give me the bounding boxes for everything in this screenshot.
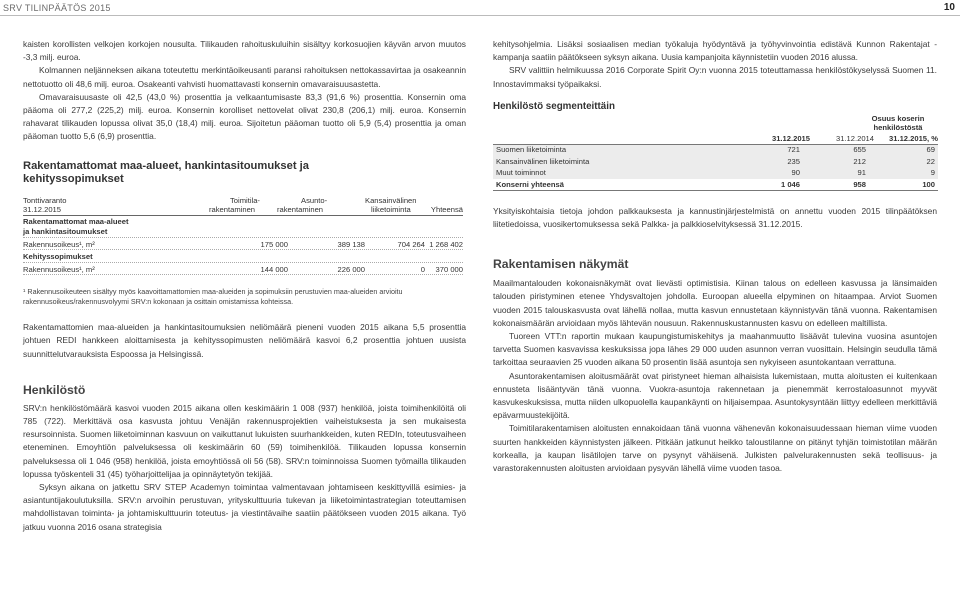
cell: 1 046 [780, 179, 800, 189]
dev-paragraph: SRV valittiin helmikuussa 2016 Corporate Spirit Oy:n vuonna 2015 toteuttamassa henkilöstökyselyssä Suomen 11. Innostavimmaksi työpaikaksi. [493, 65, 937, 89]
cell: 389 138 [337, 239, 365, 249]
land-reserve-table [23, 194, 463, 276]
cell: 235 [787, 156, 800, 166]
col-header: Osuus koserin [871, 113, 925, 123]
col-header: rakentaminen [209, 205, 256, 215]
page-header [0, 0, 960, 16]
intro-paragraph: kaisten korollisten velkojen korkojen nousulta. Tilikauden rahoituskuluihin sisältyy korkosuojien käyvän arvon muutos -3,3 milj. euroa. [23, 39, 466, 63]
left-column [23, 38, 466, 534]
cell: 144 000 [260, 264, 288, 274]
row-label: Kansainvälinen liiketoiminta [496, 156, 590, 166]
staff-paragraph: SRV:n henkilöstömäärä kasvoi vuoden 2015 aikana ollen keskimäärin 1 008 (937) henkilöä, joista toimihenkilöitä oli 785 (722). Merkittävä osa kasvusta johtuu Venäjän rakennusprojektien vaiheistuksesta ja sen mukaisesta resursoinnista. Suomen liiketoiminnan kasvuun on vaikuttanut lukuisten suurhankkeiden, kuten REDIn, toteutusvaiheen eteneminen. Emoyhtiön palveluksessa oli keskimäärin 60 (59) toimihenkilöä. Tilikauden lopussa konsernin palveluksessa oli 1 046 (958) henkilöä, joista emoyhtiössä oli 56 (58). SRV:n toiminnoissa Suomen työmailla tilikauden lopussa työskenteli 31 (45) työharjoittelijaa ja opinnäytetyön tekijää. [23, 402, 466, 479]
table-row [493, 168, 938, 180]
row-label: Muut toiminnot [496, 168, 546, 178]
col-header: 31.12.2014 [835, 133, 874, 143]
right-column [493, 38, 937, 475]
intro-paragraph: Omavaraisuusaste oli 42,5 (43,0 %) prosenttia ja velkaantumisaste 83,3 (91,6 %) prosenttia. Konsernin oma pääoma oli 277,2 (225,2) milj. euroa. Konsernin korolliset nettovelat olivat 230,8 (206,1) milj. euroa. Konsernin rahavarat tilikauden lopussa olivat 35,0 (18,4) milj. euroa. Sijoitetun pääoman tuotto oli 5,9 (5,4) prosenttia ja oman pääoman tuotto 5,6 (6,9) prosenttia. [23, 91, 466, 142]
table-header [493, 115, 938, 145]
cell: 226 000 [337, 264, 365, 274]
land-section-heading: Rakentamattomat maa-alueet, hankintasitoumukset ja kehityssopimukset [23, 159, 309, 186]
col-header: rakentaminen [277, 205, 324, 215]
outlook-paragraph: Tuoreen VTT:n raportin mukaan kaupungistumiskehitys ja maahanmuutto lisäävät tulevina vuosina asuntojen tarvetta Suomen kasvavissa keskuksissa jopa lähes 29 000 uuden asunnon verran vuosittain. Helsingin seudulla tämä tarkoittaa seuraavien 25 vuoden aikana 50 prosentin lisää asuntoja sen nykyiseen asuntokantaan verrattuna. [493, 331, 937, 368]
outlook-paragraph: Maailmantalouden kokonaisnäkymät ovat lievästi optimistisia. Kiinan talous on edelleen kasvussa ja länsimaiden talouden piristyminen etenee Yhdysvaltojen johdolla. Euroopan alueella elpyminen on hitaampaa. Arviot Suomen vuoden 2015 talouskasvusta ovat lähellä nollaa, mutta kasvun ennustetaan käynnistyvän tänä vuonna. Rakentamisen kokonaismäärän arvioidaan myös lähtevän nousuun. Rakennuskustannusten kasvu on edelleen maltillista. [493, 278, 937, 328]
section-label: ja hankintasitoumukset [23, 226, 108, 236]
cell: 9 [930, 168, 935, 178]
section-label: Rakentamattomat maa-alueet [23, 216, 129, 226]
header-divider [0, 15, 960, 16]
cell: 655 [853, 145, 866, 155]
table-row [493, 145, 938, 157]
table-row [23, 238, 463, 251]
cell: 0 [420, 264, 425, 274]
col-header: Toimitila- [230, 195, 260, 205]
col-header: Kansainvälinen [365, 195, 417, 205]
staff-heading: Henkilöstö [23, 382, 86, 397]
table-header-date: 31.12.2015 [23, 205, 62, 215]
cell: 1 268 402 [429, 239, 463, 249]
intro-paragraph: Kolmannen neljänneksen aikana toteutettu merkintäoikeusanti paransi rahoituksen nettokassavirtaa ja osakeannin nettotuotto oli 48,6 milj. euroa. Osakeanti vahvisti huomattavasti konsernin omavaraisuusastetta. [23, 65, 466, 89]
segment-heading: Henkilöstö segmenteittäin [493, 100, 615, 112]
report-title: SRV TILINPÄÄTÖS 2015 [3, 3, 111, 13]
row-shade [493, 168, 938, 180]
cell: 175 000 [260, 239, 288, 249]
page-number: 10 [943, 2, 955, 13]
cell: 721 [787, 145, 800, 155]
cell: 100 [922, 179, 935, 189]
staff-paragraph: Syksyn aikana on jatkettu SRV STEP Academyn toimintaa valmentavaan johtamiseen keskittyvillä esimies- ja asiantuntijakoulutuksilla. SRV:n arvoihin perustuvan, yrityskulttuuria tukevan ja liiketoimintastrategian toteuttamisen mahdollistavan toiminta- ja johtamiskulttuurin toteutus- ja viestintävaihe saatiin päätökseen vuoden 2015 aikana. Työ jatkuu vuonna 2016 osana strategisia [23, 481, 466, 532]
table-total-row [493, 179, 938, 191]
cell: 958 [853, 179, 866, 189]
table-header-label: Tonttivaranto [23, 195, 67, 205]
col-header: Asunto- [301, 195, 328, 205]
col-header: 31.12.2015 [771, 133, 810, 143]
row-label: Rakennusoikeus¹, m² [23, 239, 95, 249]
outlook-paragraph: Toimitilarakentamisen aloitusten ennakoidaan tänä vuonna vähenevän kokonaisuudessaan hieman viime vuoden suurten hankkeiden käynnistysten jälkeen. Pitkään jatkunut heikko taloustilanne on pitänyt tyhjän toimistotilan määrän korkealla, ja kaupan lisätilojen tarve on pysynyt vähäisenä. Julkisten palvelurakennusten sekä teollisuus- ja varastorakennusten aloitusten arvioidaan pysyvän lähellä viime vuoden tasoa. [493, 423, 937, 474]
table-header [23, 194, 463, 216]
cell: 69 [926, 145, 935, 155]
table-row [493, 156, 938, 168]
outlook-paragraph: Asuntorakentamisen aloitusmäärät ovat piristyneet hieman alhaisista lukemistaan, mutta aloitusten ei kuitenkaan ennusteta lisääntyvän tänä vuonna. Vuokra-asuntoja rakennetaan ja pienemmät kerrostaloasunnot myyvät kasvukeskuksissa, mutta niiden ulkopuolella kaupankäynti on hiljaisempaa. Asuntokysyntään liittyy edelleen merkittäviä epävarmuustekijöitä. [493, 370, 937, 421]
cell: 212 [853, 156, 866, 166]
segment-table [493, 115, 938, 191]
col-header: liiketoiminta [371, 205, 411, 215]
cell: 370 000 [435, 264, 463, 274]
col-header: Yhteensä [430, 205, 463, 215]
table-section-row [23, 250, 463, 263]
table-footnote: ¹ Rakennusoikeuteen sisältyy myös kaavoittamattomien maa-alueiden ja sopimuksiin perustuvien maa-alueiden arvioitu rakennusoikeus/rakennusvolyymi SRV:n kokonaan ja osittain omistamissa kohteissa. [23, 287, 403, 306]
outlook-heading: Rakentamisen näkymät [493, 257, 629, 272]
cell: 22 [926, 156, 935, 166]
col-header: henkilöstöstä [873, 122, 923, 132]
cell: 90 [791, 168, 800, 178]
land-paragraph: Rakentamattomien maa-alueiden ja hankintasitoumuksien neliömäärä pieneni vuoden 2015 aikana 5,5 prosenttia johtuen REDI hankkeen aloittamisesta ja kehityssopimusten neliömäärä kasvoi 6,2 prosenttia johtuen uusista suunnittelutvarauksista Espoossa ja Helsingissä. [23, 322, 466, 359]
segment-paragraph: Yksityiskohtaisia tietoja johdon palkkauksesta ja kannustinjärjestelmistä on annettu vuoden 2015 tilinpäätöksen liitetiedoissa, vuosikertomuksessa sekä Palkka- ja palkkioselvityksessä 31.12.2015. [493, 205, 937, 230]
table-row [23, 263, 463, 276]
row-label: Suomen liiketoiminta [496, 145, 567, 155]
row-label: Rakennusoikeus¹, m² [23, 264, 95, 274]
row-label: Konserni yhteensä [496, 179, 564, 189]
section-label: Kehityssopimukset [23, 252, 93, 262]
cell: 704 264 [397, 239, 425, 249]
col-header: 31.12.2015, % [889, 133, 938, 143]
dev-paragraph: kehitysohjelmia. Lisäksi sosiaalisen median työkaluja hyödyntävä ja työhyvinvointia edistävä Kunnon Rakentajat -kampanja saatiin päätökseen syksyn aikana. Uusia kampanjoita käynnistetiin vuoden 2016 alussa. [493, 39, 937, 63]
table-section-row [23, 216, 463, 238]
cell: 91 [857, 168, 866, 178]
